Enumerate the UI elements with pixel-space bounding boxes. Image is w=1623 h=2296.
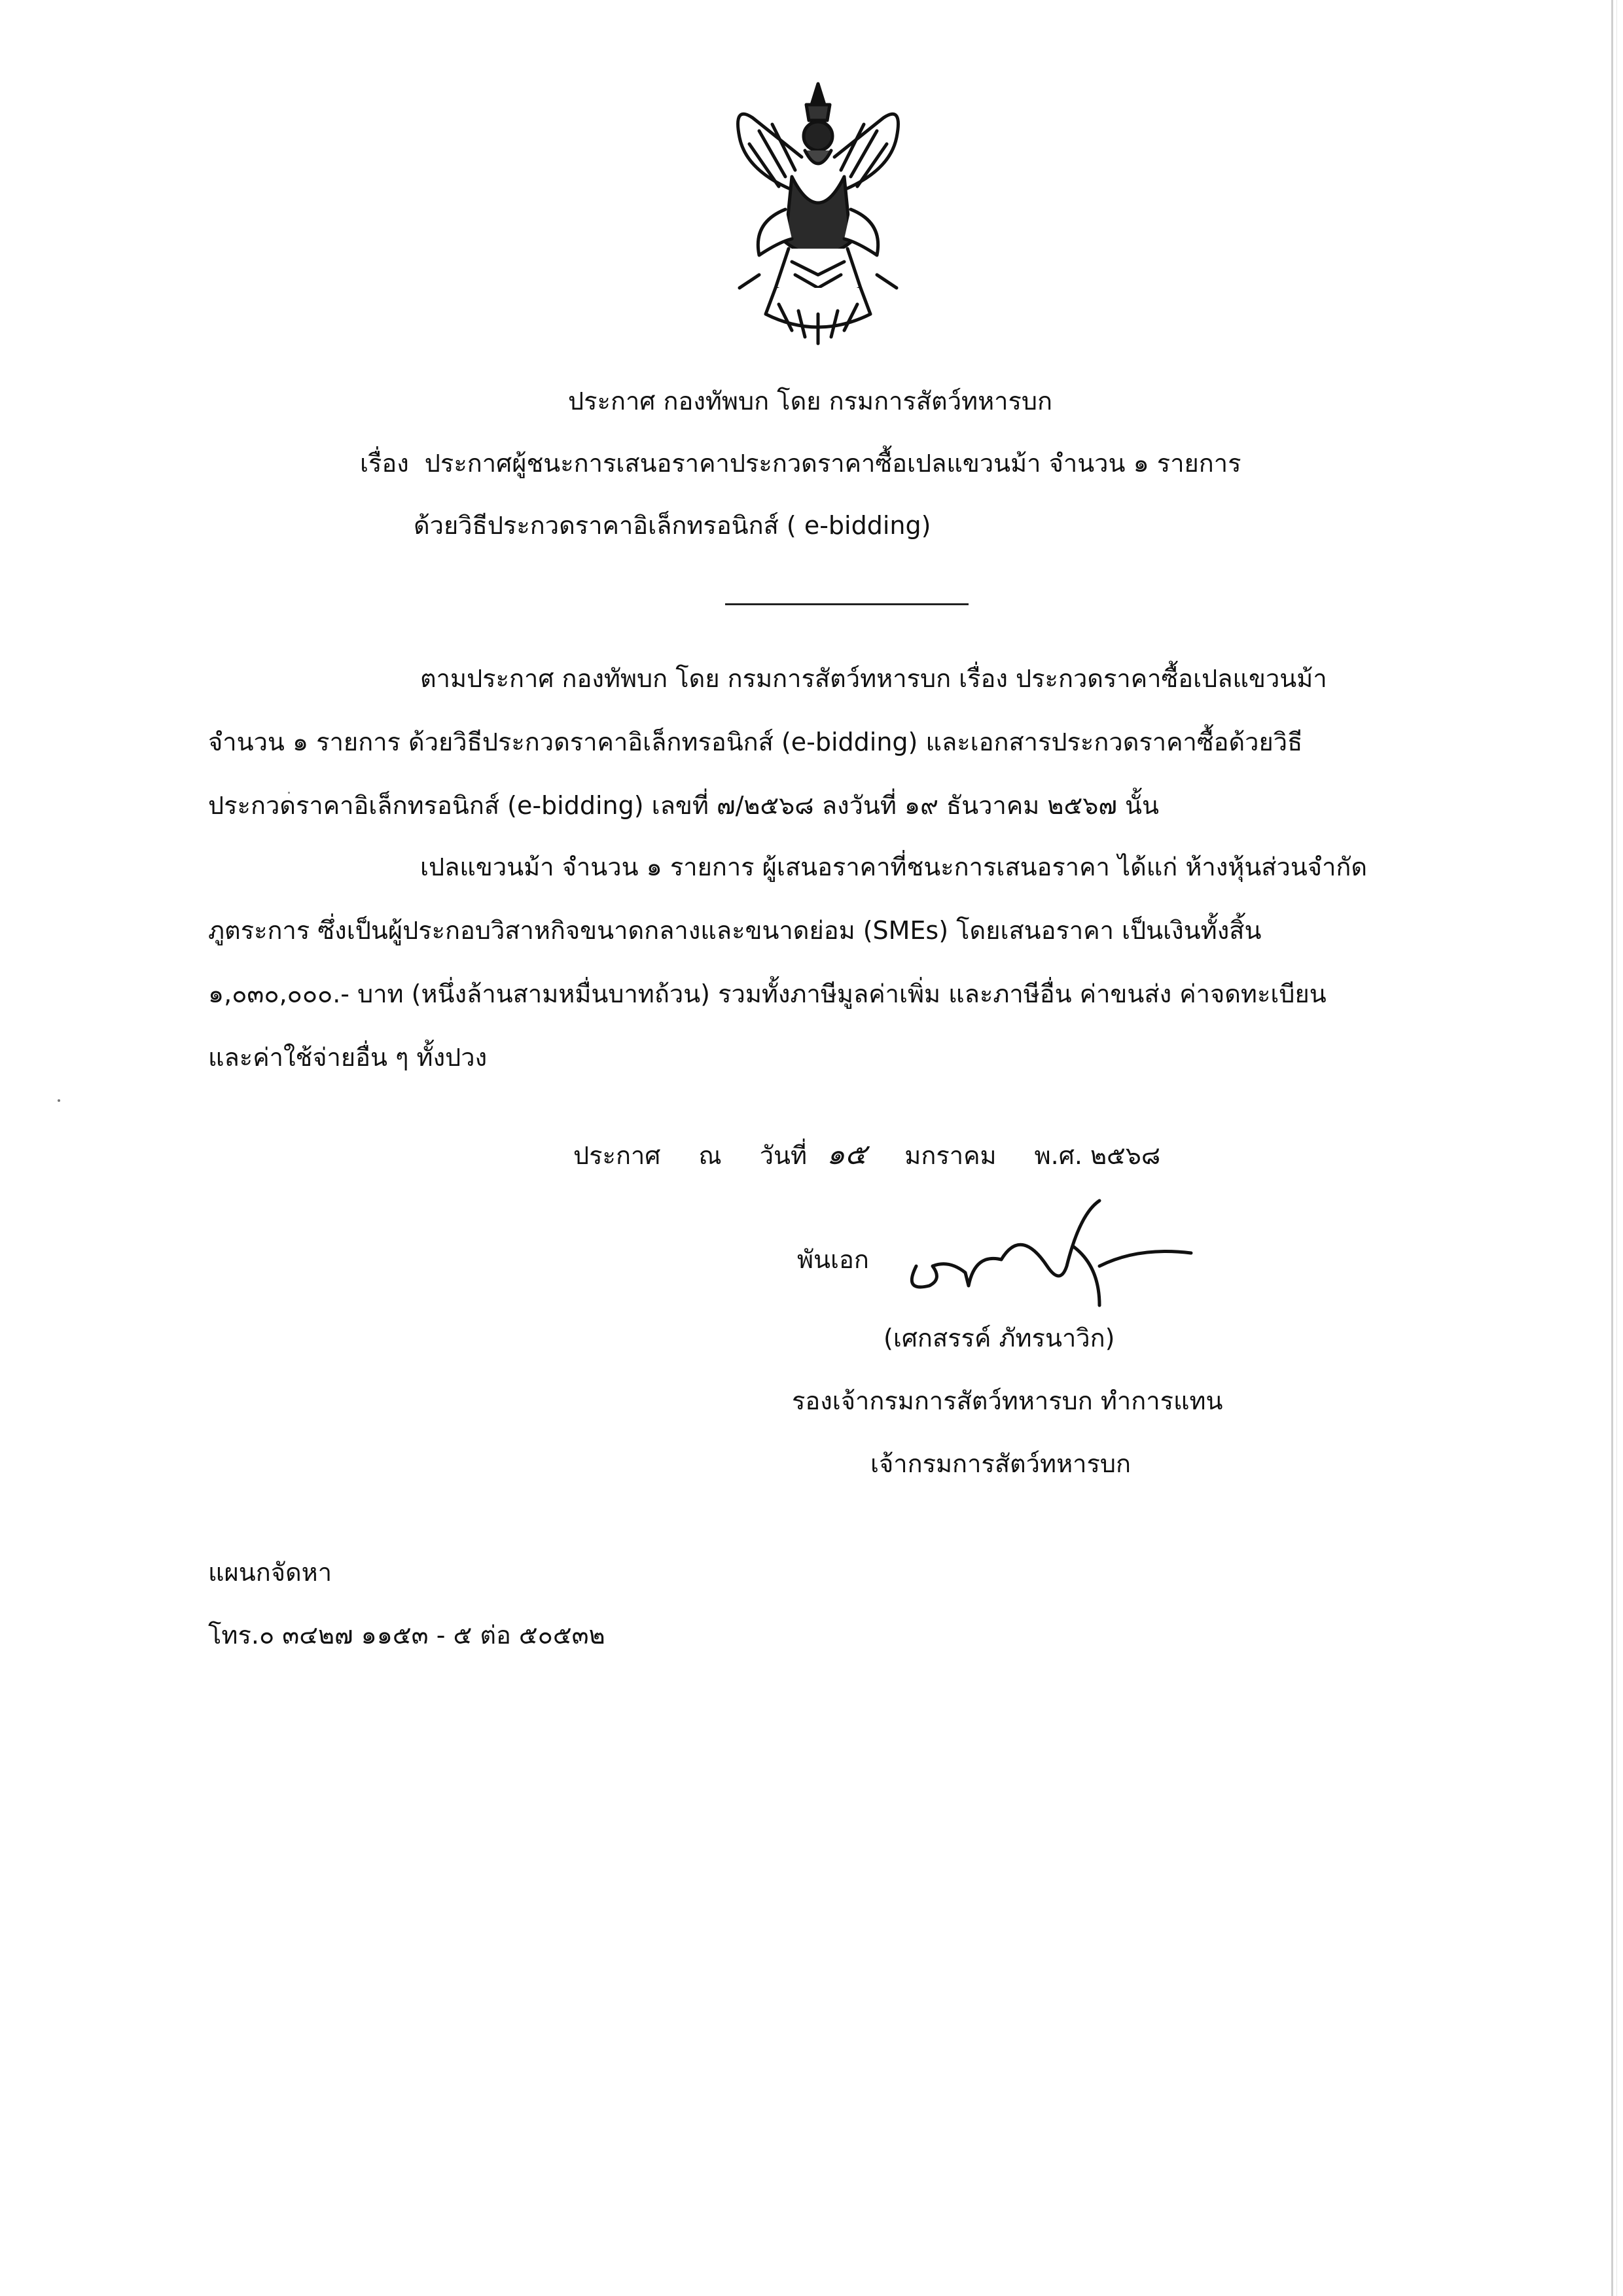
method-line: ด้วยวิธีประกวดราคาอิเล็กทรอนิกส์ ( e-bidding) <box>414 511 931 540</box>
date-day-label: วันที่ <box>759 1141 808 1170</box>
signer-name: (เศกสรรค์ ภัทรนาวิก) <box>883 1324 1115 1352</box>
paragraph-line: ๑,๐๓๐,๐๐๐.- บาท (หนึ่งล้านสามหมื่นบาทถ้วน) รวมทั้งภาษีมูลค่าเพิ่ม และภาษีอื่น ค่าขนส่ง ค่าจดทะเบียน <box>208 980 1327 1008</box>
contact-phone: โทร.๐ ๓๔๒๗ ๑๑๕๓ - ๕ ต่อ ๕๐๕๓๒ <box>208 1621 605 1650</box>
garuda-emblem <box>713 79 923 353</box>
date-announce: ประกาศ <box>573 1141 661 1170</box>
signer-position-acting-for: เจ้ากรมการสัตว์ทหารบก <box>870 1449 1131 1478</box>
signer-position: รองเจ้ากรมการสัตว์ทหารบก ทำการแทน <box>792 1386 1223 1415</box>
scan-edge-line <box>1616 0 1617 2296</box>
subject-line <box>360 447 1241 480</box>
date-year: พ.ศ. ๒๕๖๘ <box>1034 1141 1161 1170</box>
paragraph-line: จำนวน ๑ รายการ ด้วยวิธีประกวดราคาอิเล็กทรอนิกส์ (e-bidding) และเอกสารประกวดราคาซื้อด้วยวิธี <box>208 728 1303 756</box>
date-line <box>573 1139 1160 1172</box>
title-divider <box>725 603 969 605</box>
date-at: ณ <box>698 1141 722 1170</box>
subject-text: ประกาศผู้ชนะการเสนอราคาประกวดราคาซื้อเปลแขวนม้า จำนวน ๑ รายการ <box>424 449 1241 478</box>
department-name: แผนกจัดหา <box>208 1558 332 1587</box>
paragraph-line: ประกวดราคาอิเล็กทรอนิกส์ (e-bidding) เลขที่ ๗/๒๕๖๘ ลงวันที่ ๑๙ ธันวาคม ๒๕๖๗ นั้น <box>208 791 1159 820</box>
scan-speck <box>58 1099 60 1102</box>
signer-rank: พันเอก <box>797 1245 869 1274</box>
paragraph-line: ภูตระการ ซึ่งเป็นผู้ประกอบวิสาหกิจขนาดกลางและขนาดย่อม (SMEs) โดยเสนอราคา เป็นเงินทั้งสิ้น <box>208 916 1262 945</box>
paragraph-line: และค่าใช้จ่ายอื่น ๆ ทั้งปวง <box>208 1043 488 1072</box>
paragraph-line: เปลแขวนม้า จำนวน ๑ รายการ ผู้เสนอราคาที่ชนะการเสนอราคา ได้แก่ ห้างหุ้นส่วนจำกัด <box>420 853 1368 881</box>
subject-label: เรื่อง <box>360 449 409 478</box>
date-day-handwritten: ๑๕ <box>827 1138 867 1171</box>
announcement-title: ประกาศ กองทัพบก โดย กรมการสัตว์ทหารบก <box>568 387 1053 415</box>
scan-edge-line <box>1611 0 1613 2296</box>
paragraph-reference <box>208 662 1465 853</box>
paragraph-award <box>208 851 1465 1104</box>
handwritten-signature <box>903 1188 1204 1318</box>
date-month: มกราคม <box>904 1141 997 1170</box>
paragraph-line: ตามประกาศ กองทัพบก โดย กรมการสัตว์ทหารบก เรื่อง ประกวดราคาซื้อเปลแขวนม้า <box>420 664 1327 693</box>
